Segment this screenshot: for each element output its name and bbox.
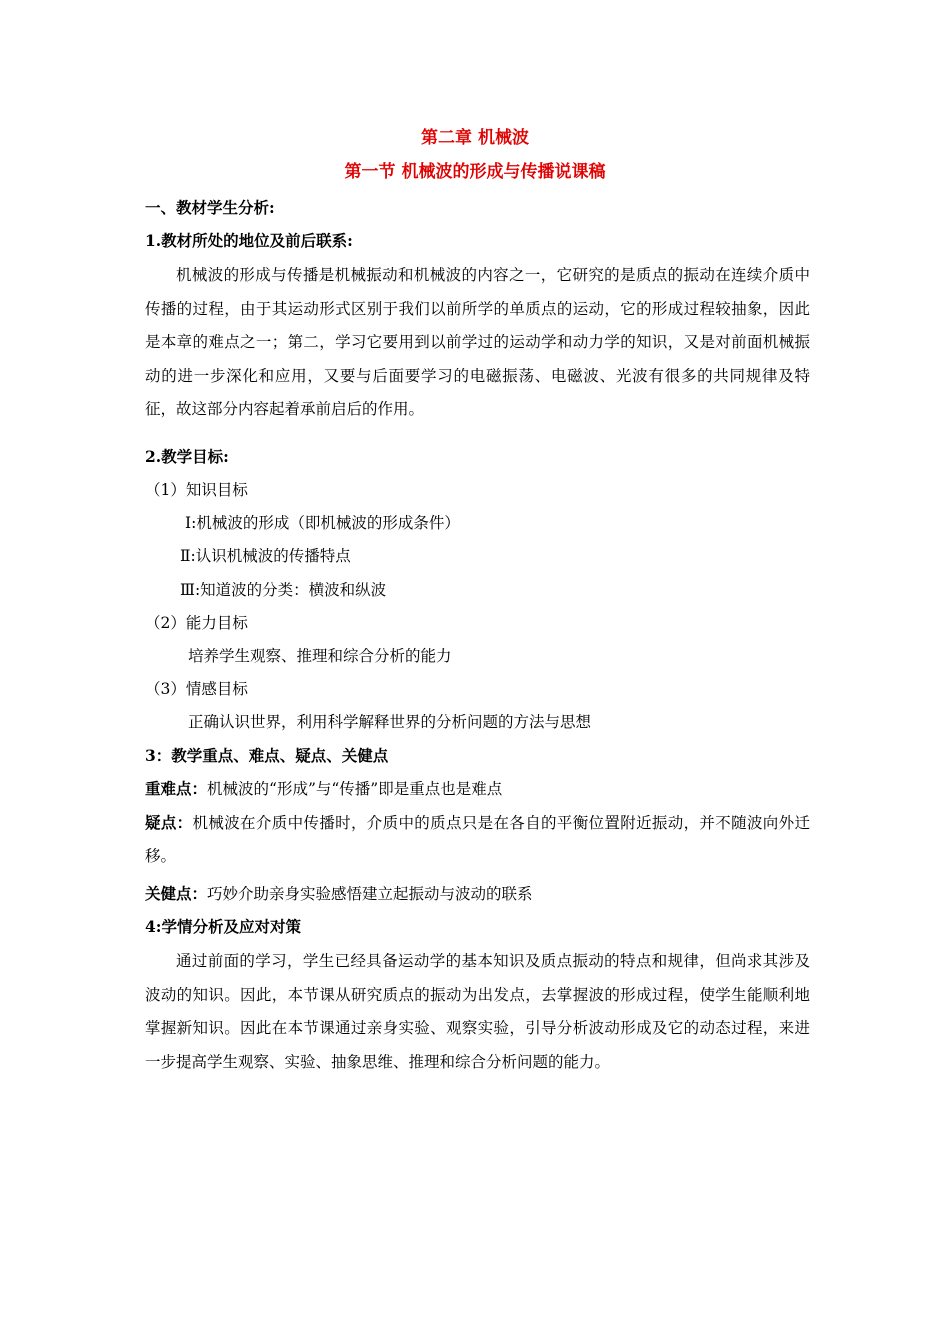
crux-text: 巧妙介助亲身实验感悟建立起振动与波动的联系 bbox=[207, 885, 533, 903]
key-difficulty-text: 机械波的“形成”与“传播”即是重点也是难点 bbox=[207, 780, 503, 798]
item4-paragraph: 通过前面的学习，学生已经具备运动学的基本知识及质点振动的特点和规律，但尚求其涉及波动的知识。因此，本节课从研究质点的振动为出发点，去掌握波的形成过程，使学生能顺利地掌握新知识。因此在本节课通过亲身实验、观察实验，引导分析波动形成及它的动态过程，来进一步提高学生观察、实验、抽象思维、推理和综合分析问题的能力。 bbox=[145, 952, 810, 1071]
chapter-title: 第二章 机械波 bbox=[421, 128, 529, 148]
key-difficulty-line bbox=[145, 778, 502, 800]
doubt-label: 疑点： bbox=[145, 813, 193, 832]
knowledge-goal-item: Ⅲ:知道波的分类：横波和纵波 bbox=[180, 581, 387, 599]
doubt-text: 机械波在介质中传播时，介质中的质点只是在各自的平衡位置附近振动，并不随波向外迁移。 bbox=[145, 814, 810, 865]
knowledge-goal-item: Ⅱ:认识机械波的传播特点 bbox=[180, 547, 351, 565]
emotion-goal-text: 正确认识世界，利用科学解释世界的分析问题的方法与思想 bbox=[188, 713, 592, 731]
knowledge-goal-item: Ⅰ:机械波的形成（即机械波的形成条件） bbox=[185, 514, 460, 532]
knowledge-goal-label: （1）知识目标 bbox=[145, 481, 248, 499]
part1-heading: 一、教材学生分析: bbox=[145, 198, 275, 217]
section-title: 第一节 机械波的形成与传播说课稿 bbox=[344, 162, 606, 182]
item1-heading: 1.教材所处的地位及前后联系: bbox=[145, 231, 353, 250]
key-difficulty-label: 重难点： bbox=[145, 779, 208, 798]
ability-goal-text: 培养学生观察、推理和综合分析的能力 bbox=[188, 647, 452, 665]
doubt-paragraph bbox=[145, 806, 810, 873]
item1-paragraph: 机械波的形成与传播是机械振动和机械波的内容之一，它研究的是质点的振动在连续介质中传播的过程，由于其运动形式区别于我们以前所学的单质点的运动，它的形成过程较抽象，因此是本章的难点之一；第二，学习它要用到以前学过的运动学和动力学的知识，又是对前面机械振动的进一步深化和应用，又要与后面要学习的电磁振荡、电磁波、光波有很多的共同规律及特征，故这部分内容起着承前启后的作用。 bbox=[145, 266, 810, 418]
crux-line bbox=[145, 883, 533, 905]
emotion-goal-label: （3）情感目标 bbox=[145, 680, 248, 698]
crux-label: 关健点： bbox=[145, 884, 208, 903]
item4-heading: 4:学情分析及应对对策 bbox=[145, 917, 302, 936]
item3-heading: 3：教学重点、难点、疑点、关健点 bbox=[145, 746, 389, 765]
ability-goal-label: （2）能力目标 bbox=[145, 614, 248, 632]
item2-heading: 2.教学目标: bbox=[145, 447, 229, 466]
